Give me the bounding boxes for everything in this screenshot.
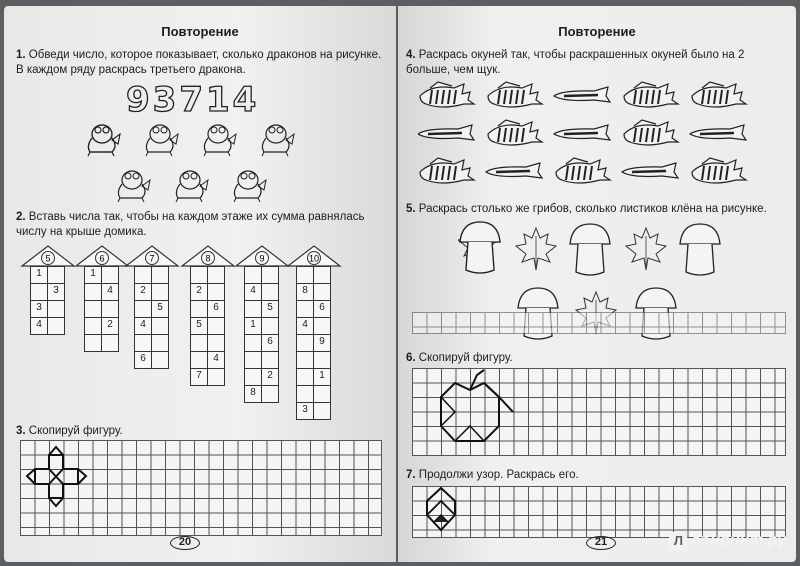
fish-illustration — [418, 76, 768, 196]
task-line: Вставь числа так, чтобы на каждом этаже их сумма равнялась — [28, 211, 365, 223]
house-cell[interactable] — [261, 266, 279, 284]
task-number: 1. — [16, 49, 26, 61]
watermark — [669, 532, 786, 550]
house-cell[interactable] — [296, 368, 314, 386]
house-cell: 6 — [134, 351, 152, 369]
house-cell[interactable] — [190, 300, 208, 318]
pike-icon — [554, 125, 610, 140]
roof-number: 8 — [205, 253, 211, 264]
task-5-text — [406, 202, 767, 217]
house-cell[interactable] — [47, 317, 65, 335]
task-3-text — [16, 424, 123, 439]
house-cell: 4 — [30, 317, 48, 335]
house-cell: 6 — [261, 334, 279, 352]
roof-number: 7 — [149, 253, 155, 264]
perch-icon — [420, 158, 474, 183]
pike-icon — [486, 163, 542, 178]
task-number: 3. — [16, 425, 26, 437]
house-cell[interactable] — [313, 385, 331, 403]
perch-icon — [488, 120, 542, 145]
house-cell[interactable] — [134, 300, 152, 318]
house-cell[interactable] — [134, 266, 152, 284]
house-cell: 6 — [313, 300, 331, 318]
house-roof — [20, 244, 76, 268]
house-cell[interactable] — [296, 385, 314, 403]
task-number: 2. — [16, 211, 26, 223]
house-cell: 3 — [296, 402, 314, 420]
house-cell[interactable] — [84, 300, 102, 318]
roof-number: 10 — [308, 253, 320, 264]
copy-figure — [20, 440, 120, 536]
task-number: 6. — [406, 352, 416, 364]
house-cell[interactable] — [261, 385, 279, 403]
perch-icon — [692, 158, 746, 183]
house-cell[interactable] — [244, 334, 262, 352]
house-cell: 2 — [134, 283, 152, 301]
task-7-text — [406, 468, 579, 483]
perch-icon — [624, 82, 678, 107]
pike-icon — [418, 125, 474, 140]
house-cell[interactable] — [30, 283, 48, 301]
house-cell: 8 — [244, 385, 262, 403]
house-cell[interactable] — [190, 351, 208, 369]
task-line: Скопируй фигуру. — [28, 425, 123, 437]
house-cell[interactable] — [296, 334, 314, 352]
house-cell[interactable] — [47, 300, 65, 318]
house-cell[interactable] — [261, 283, 279, 301]
page-title: Повторение — [161, 24, 239, 39]
perch-icon — [692, 82, 746, 107]
house-cell: 4 — [207, 351, 225, 369]
roof-number: 5 — [45, 253, 51, 264]
house-cell[interactable] — [207, 334, 225, 352]
practice-grid[interactable] — [412, 312, 786, 334]
house-cell: 4 — [244, 283, 262, 301]
task-line: В каждом ряду раскрась третьего дракона. — [16, 64, 246, 76]
house-cell[interactable] — [207, 266, 225, 284]
task-number: 7. — [406, 469, 416, 481]
house-cell[interactable] — [151, 351, 169, 369]
house-cell: 5 — [261, 300, 279, 318]
house-roof — [124, 244, 180, 268]
task-4-text — [406, 48, 744, 78]
task-line: Обведи число, которое показывает, сколько драконов на рисунке. — [28, 49, 382, 61]
perch-icon — [556, 158, 610, 183]
pike-icon — [554, 87, 610, 102]
house-cell[interactable] — [47, 266, 65, 284]
house-cell[interactable] — [190, 266, 208, 284]
task-line: числу на крыше домика. — [16, 226, 147, 238]
task-1-text — [16, 48, 381, 78]
house-cell: 2 — [261, 368, 279, 386]
dragons-illustration — [84, 116, 324, 206]
house-cell[interactable] — [261, 317, 279, 335]
house-cell[interactable] — [151, 266, 169, 284]
house-cell: 5 — [190, 317, 208, 335]
house-cell: 3 — [47, 283, 65, 301]
house-roof — [180, 244, 236, 268]
house-cell: 4 — [296, 317, 314, 335]
house-cell[interactable] — [101, 266, 119, 284]
house-cell[interactable] — [101, 334, 119, 352]
house-cell[interactable] — [296, 351, 314, 369]
task-line: больше, чем щук. — [406, 64, 501, 76]
task-line: Скопируй фигуру. — [418, 352, 513, 364]
page-number: 21 — [586, 536, 616, 550]
house-cell[interactable] — [296, 266, 314, 284]
house-cell: 2 — [190, 283, 208, 301]
house-cell[interactable] — [313, 402, 331, 420]
house-cell: 4 — [134, 317, 152, 335]
house-cell[interactable] — [261, 351, 279, 369]
house-cell[interactable] — [313, 351, 331, 369]
house-cell[interactable] — [84, 283, 102, 301]
house-cell[interactable] — [244, 351, 262, 369]
house-roof — [234, 244, 290, 268]
roof-number: 6 — [99, 253, 105, 264]
house-cell[interactable] — [84, 334, 102, 352]
house-cell[interactable] — [296, 300, 314, 318]
house-cell[interactable] — [151, 334, 169, 352]
house-roof — [74, 244, 130, 268]
house-cell[interactable] — [207, 317, 225, 335]
house-cell[interactable] — [207, 283, 225, 301]
house-cell[interactable] — [101, 300, 119, 318]
house-cell[interactable] — [313, 283, 331, 301]
house-cell[interactable] — [313, 317, 331, 335]
watermark-text: абиринт.ру — [691, 532, 786, 549]
house-cell[interactable] — [134, 334, 152, 352]
house-cell: 7 — [190, 368, 208, 386]
page-number: 20 — [170, 536, 200, 550]
house-cell: 1 — [30, 266, 48, 284]
house-cell: 6 — [207, 300, 225, 318]
house-cell[interactable] — [313, 266, 331, 284]
house-cell[interactable] — [151, 317, 169, 335]
house-cell[interactable] — [244, 368, 262, 386]
labirint-logo-icon: Л — [669, 532, 687, 550]
left-page — [4, 6, 396, 562]
task-2-text — [16, 210, 364, 240]
pike-icon — [622, 163, 678, 178]
task-number: 5. — [406, 203, 416, 215]
digits-row: 93714 — [126, 80, 260, 120]
house-cell: 9 — [313, 334, 331, 352]
house-cell: 2 — [101, 317, 119, 335]
task-line: Продолжи узор. Раскрась его. — [418, 469, 579, 481]
house-cell[interactable] — [84, 317, 102, 335]
perch-icon — [624, 120, 678, 145]
house-cell[interactable] — [190, 334, 208, 352]
house-cell: 1 — [244, 317, 262, 335]
house-cell[interactable] — [244, 266, 262, 284]
house-cell: 3 — [30, 300, 48, 318]
apple-figure — [412, 368, 532, 456]
perch-icon — [488, 82, 542, 107]
house-cell[interactable] — [207, 368, 225, 386]
house-cell: 1 — [84, 266, 102, 284]
house-cell[interactable] — [151, 283, 169, 301]
house-cell: 5 — [151, 300, 169, 318]
right-page — [398, 6, 796, 562]
pattern-figure — [412, 486, 472, 538]
task-number: 4. — [406, 49, 416, 61]
house-roof — [286, 244, 342, 268]
house-cell[interactable] — [244, 300, 262, 318]
perch-icon — [420, 82, 474, 107]
roof-number: 9 — [259, 253, 265, 264]
house-cell: 4 — [101, 283, 119, 301]
task-line: Раскрась окуней так, чтобы раскрашенных окуней было на 2 — [418, 49, 745, 61]
house-cell: 8 — [296, 283, 314, 301]
task-line: Раскрась столько же грибов, сколько листиков клёна на рисунке. — [418, 203, 767, 215]
page-title: Повторение — [558, 24, 636, 39]
pike-icon — [690, 125, 746, 140]
task-6-text — [406, 351, 513, 366]
house-cell: 1 — [313, 368, 331, 386]
